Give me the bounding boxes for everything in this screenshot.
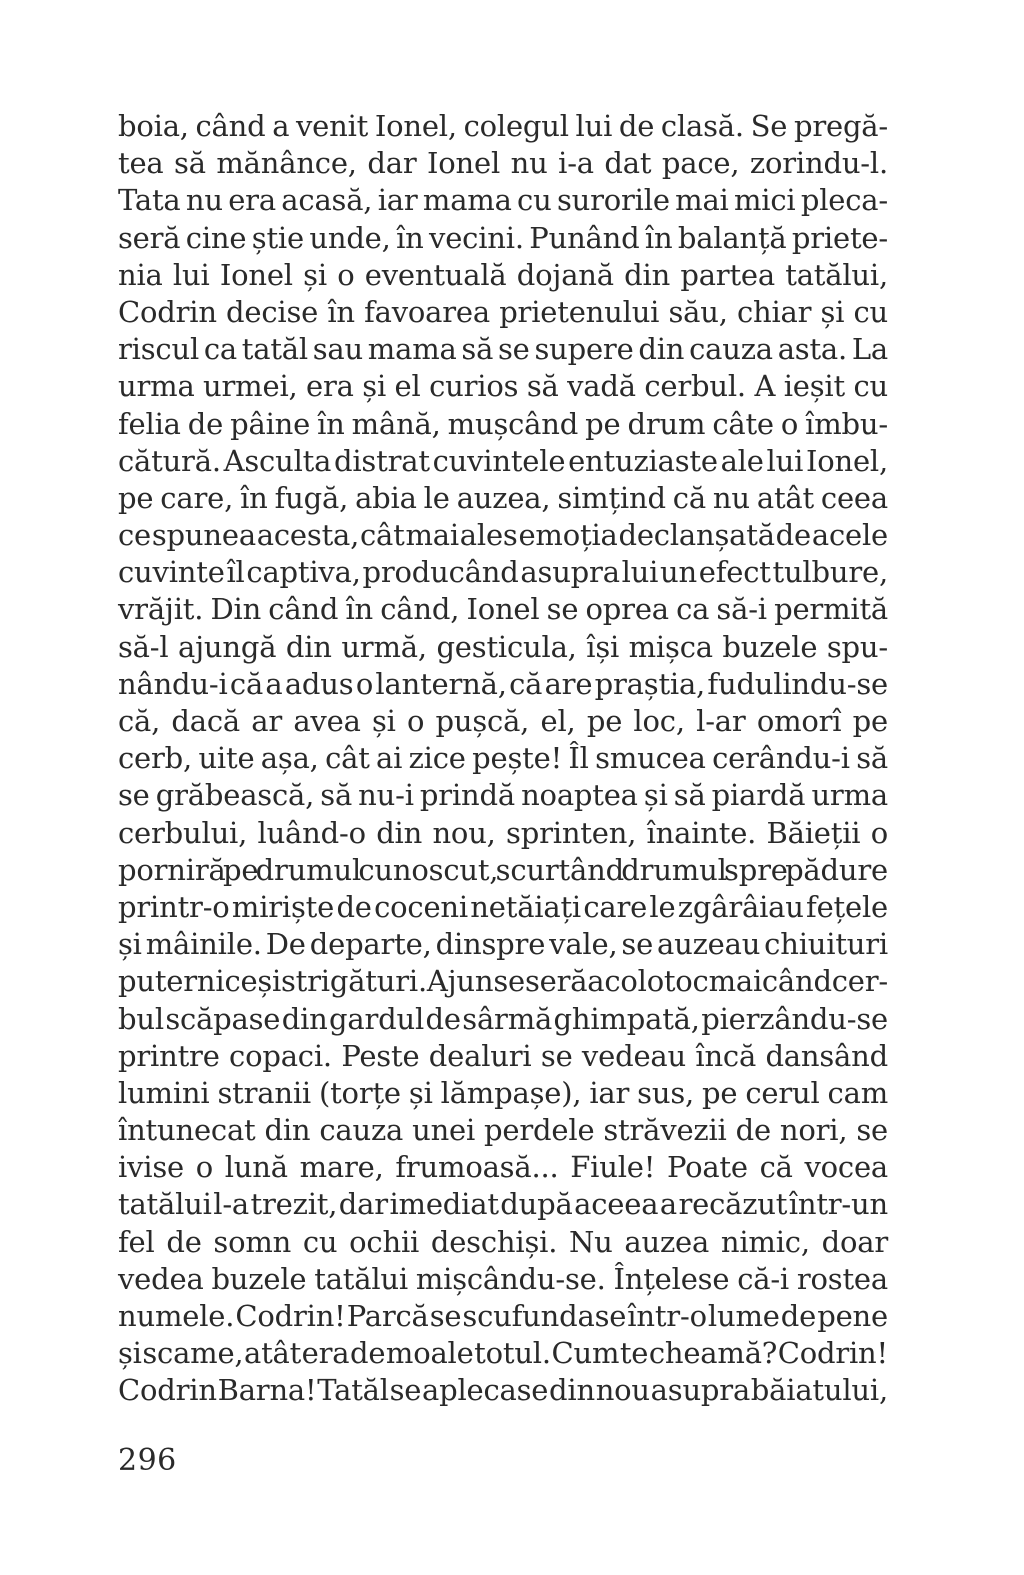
text-line: se grăbească, să nu-i prindă noaptea și să piardă urma <box>118 778 888 813</box>
text-line: ivise o lună mare, frumoasă... Fiule! Poate că vocea <box>118 1150 888 1185</box>
text-line: ce spunea acesta, cât mai ales emoția declanșată de acele <box>118 518 888 553</box>
text-line: Tata nu era acasă, iar mama cu surorile mai mici pleca- <box>118 183 888 218</box>
text-line: numele. Codrin! Parcă se scufundase într-o lume de pene <box>118 1299 888 1333</box>
text-line: și scame, atât era de moale totul. Cum te cheamă? Codrin! <box>118 1336 888 1371</box>
text-line: fel de somn cu ochii deschiși. Nu auzea nimic, doar <box>118 1224 888 1259</box>
text-line: tatălui l-a trezit, dar imediat după aceea a recăzut într-un <box>118 1187 888 1222</box>
text-line: Codrin Barna! Tatăl se aplecase din nou asupra băiatului, <box>118 1373 888 1408</box>
text-line: felia de pâine în mână, mușcând pe drum câte o îmbu- <box>118 406 888 441</box>
text-line: cuvinte îl captiva, producând asupra lui un efect tulbure, <box>118 555 888 590</box>
text-line: printre copaci. Peste dealuri se vedeau încă dansând <box>118 1038 888 1073</box>
text-line: vrăjit. Din când în când, Ionel se oprea ca să-i permită <box>118 592 888 627</box>
page-number: 296 <box>118 1443 177 1478</box>
text-line: urma urmei, era și el curios să vadă cerbul. A ieșit cu <box>118 369 888 404</box>
text-line: pe care, în fugă, abia le auzea, simțind că nu atât ceea <box>118 480 888 515</box>
text-line: vedea buzele tatălui mișcându-se. Înțelese că-i rostea <box>118 1261 888 1296</box>
text-line: că, dacă ar avea și o pușcă, el, pe loc, l-ar omorî pe <box>118 704 888 738</box>
text-line: și mâinile. De departe, dinspre vale, se auzeau chiuituri <box>118 927 888 962</box>
text-line: seră cine știe unde, în vecini. Punând în balanță priete- <box>118 220 888 255</box>
text-line: printr-o miriște de coceni netăiați care le zgârâiau fețele <box>118 889 888 924</box>
text-line: puternice și strigături. Ajunseseră acolo tocmai când cer- <box>118 964 888 999</box>
text-line: riscul ca tatăl sau mama să se supere din cauza asta. La <box>118 332 888 367</box>
text-line: lumini stranii (torțe și lămpașe), iar sus, pe cerul cam <box>118 1075 888 1110</box>
text-line: Codrin decise în favoarea prietenului său, chiar și cu <box>118 294 888 329</box>
text-line: nia lui Ionel și o eventuală dojană din partea tatălui, <box>118 257 888 292</box>
text-line: bul scăpase din gardul de sârmă ghimpată, pierzându-se <box>118 1001 888 1036</box>
text-line: tea să mănânce, dar Ionel nu i-a dat pace, zorindu-l. <box>118 146 888 181</box>
text-line: boia, când a venit Ionel, colegul lui de clasă. Se pregă- <box>118 109 888 143</box>
text-line: nându-i că a adus o lanternă, că are praștia, fudulindu-se <box>118 666 888 701</box>
text-line: cerbului, luând-o din nou, sprinten, înainte. Băieții o <box>118 815 888 850</box>
text-line: întunecat din cauza unei perdele străvezii de nori, se <box>118 1113 888 1148</box>
text-line: cătură. Asculta distrat cuvintele entuziaste ale lui Ionel, <box>118 443 888 478</box>
text-line: cerb, uite așa, cât ai zice pește! Îl smucea cerându-i să <box>118 741 888 776</box>
text-line: să-l ajungă din urmă, gesticula, își mișca buzele spu- <box>118 629 888 664</box>
text-line: porniră pe drumul cunoscut, scurtând drumul spre pădure <box>118 852 888 887</box>
body-text <box>118 108 888 1410</box>
